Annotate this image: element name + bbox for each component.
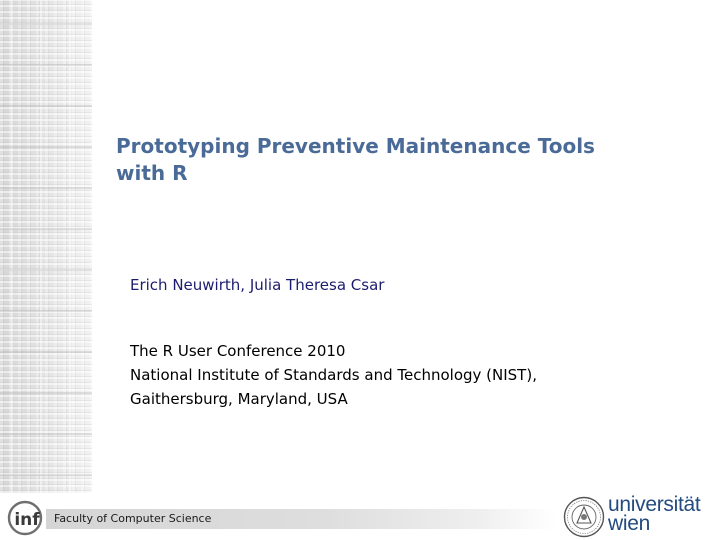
inf-logo-icon (6, 498, 54, 538)
university-wordmark (608, 495, 700, 533)
university-line-1: universität (608, 493, 701, 516)
conference-info (130, 339, 537, 411)
university-line-2: wien (608, 512, 650, 535)
title-line-1: Prototyping Preventive Maintenance Tools (116, 134, 595, 158)
faculty-name: Faculty of Computer Science (54, 512, 212, 525)
university-seal-icon (563, 496, 605, 538)
conference-line-2: National Institute of Standards and Technology (NIST), (130, 366, 537, 384)
inf-logo-text: inf (14, 510, 40, 530)
conference-line-3: Gaithersburg, Maryland, USA (130, 390, 348, 408)
slide-title (116, 133, 636, 187)
conference-line-1: The R User Conference 2010 (130, 342, 346, 360)
authors: Erich Neuwirth, Julia Theresa Csar (130, 276, 385, 294)
decorative-texture (0, 0, 92, 493)
title-line-2: with R (116, 161, 188, 185)
